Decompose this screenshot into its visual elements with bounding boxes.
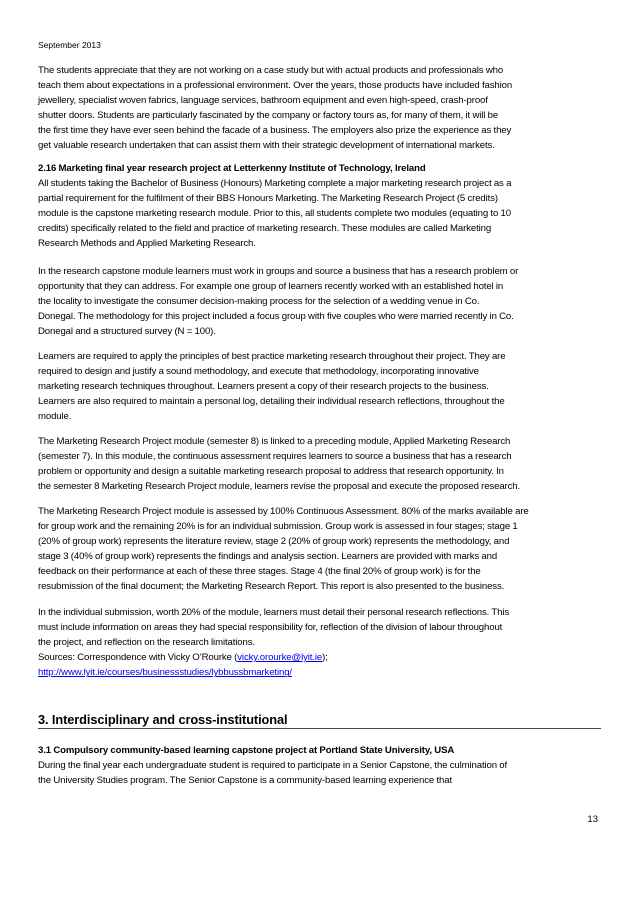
section-title-3: 3. Interdisciplinary and cross-institutional — [38, 712, 601, 729]
text-line: feedback on their performance at each of these three stages. Stage 4 (the final 20% of group work) is for the — [38, 566, 481, 578]
section-heading-3-1: 3.1 Compulsory community-based learning capstone project at Portland State University, USA — [38, 745, 455, 756]
text-line: partial requirement for the fulfilment of their BBS Honours Marketing. The Marketing Research Project (5 credits) — [38, 193, 498, 205]
text-line: must include information on areas they had special responsibility for, reflection of the division of labour throughout — [38, 622, 503, 634]
text-line: problem or opportunity and design a suitable marketing research proposal to address that research opportunity. In — [38, 466, 504, 478]
text-line: Research Methods and Applied Marketing Research. — [38, 238, 256, 250]
text-line: teach them about expectations in a professional environment. Over the years, those products have included fashion — [38, 80, 513, 92]
text-line: resubmission of the final document; the Marketing Research Report. This report is also presented to the business. — [38, 581, 505, 593]
section-2-16 — [38, 161, 600, 252]
text-line: module is the capstone marketing research module. Prior to this, all students complete two modules (equating to 10 — [38, 208, 511, 220]
text-line: The Marketing Research Project module (semester 8) is linked to a preceding module, Applied Marketing Research — [38, 436, 511, 447]
page-header-date: September 2013 — [38, 40, 101, 50]
text-line: Learners are required to apply the principles of best practice marketing research throughout their project. They are — [38, 351, 506, 362]
sources-prefix: Sources: Correspondence with Vicky O’Rourke ( — [38, 652, 238, 664]
text-line: credits) specifically related to the field and practice of marketing research. These modules are called Marketing — [38, 223, 492, 235]
text-line: Donegal. The methodology for this project included a focus group with five couples who were married recently in Co. — [38, 311, 514, 323]
section-heading-2-16: 2.16 Marketing final year research project at Letterkenny Institute of Technology, Ireland — [38, 163, 426, 174]
text-line: marketing research techniques throughout. Learners present a copy of their research projects to the business. — [38, 381, 489, 393]
text-line: the locality to investigate the consumer decision-making process for the selection of a wedding venue in Co. — [38, 296, 480, 308]
text-line: opportunity that they can address. For example one group of learners recently worked with an established hotel in — [38, 281, 504, 293]
course-url-link[interactable]: http://www.lyit.ie/courses/businessstudies/lybbussbmarketing/ — [38, 667, 292, 679]
paragraph-capstone-groups — [38, 264, 600, 339]
text-line: shutter doors. Students are particularly fascinated by the company or factory tours as, for many of them, it will be — [38, 110, 499, 122]
text-line: the project, and reflection on the research limitations. — [38, 637, 255, 649]
text-line: Donegal and a structured survey (N = 100). — [38, 326, 216, 338]
text-line: required to design and justify a sound methodology, and execute that methodology, incorporating innovative — [38, 366, 479, 378]
paragraph-best-practice — [38, 349, 600, 424]
sources-suffix: ); — [322, 652, 328, 664]
sources-line — [38, 650, 600, 665]
text-line: module. — [38, 411, 72, 423]
paragraph-intro — [38, 63, 600, 154]
text-line: jewellery, specialist woven fabrics, language services, bathroom equipment and even high-speed, crash-proof — [38, 95, 488, 107]
text-line: stage 3 (40% of group work) represents the findings and analysis section. Learners are provided with marks and — [38, 551, 498, 563]
text-line: (20% of group work) represents the literature review, stage 2 (20% of group work) represents the methodology, and — [38, 536, 510, 548]
text-line: During the final year each undergraduate student is required to participate in a Senior Capstone, the culmination of — [38, 760, 508, 772]
url-line — [38, 665, 600, 680]
text-line: for group work and the remaining 20% is for an individual submission. Group work is assessed in four stages; stage 1 — [38, 521, 518, 533]
text-line: Learners are also required to maintain a personal log, detailing their individual research reflections, throughout the — [38, 396, 505, 408]
text-line: the University Studies program. The Senior Capstone is a community-based learning experience that — [38, 775, 452, 787]
section-3-1 — [38, 743, 600, 788]
text-line: In the individual submission, worth 20% of the module, learners must detail their personal research reflections. This — [38, 607, 510, 618]
text-line: get valuable research undertaken that can assist them with their strategic development of international markets. — [38, 140, 495, 152]
text-line: the first time they have ever seen behind the facade of a business. The employers also prize the experience as they — [38, 125, 512, 137]
text-line: The students appreciate that they are not working on a case study but with actual products and professionals who — [38, 65, 504, 76]
paragraph-individual-submission — [38, 605, 600, 680]
text-line: The Marketing Research Project module is assessed by 100% Continuous Assessment. 80% of the marks available are — [38, 506, 529, 517]
email-link[interactable]: vicky.orourke@lyit.ie — [237, 652, 323, 664]
text-line: In the research capstone module learners must work in groups and source a business that has a research problem or — [38, 266, 519, 277]
paragraph-assessment — [38, 504, 600, 595]
page-number: 13 — [587, 814, 598, 825]
text-line: (semester 7). In this module, the continuous assessment requires learners to source a business that has a research — [38, 451, 512, 463]
text-line: All students taking the Bachelor of Business (Honours) Marketing complete a major marketing research project as a — [38, 178, 512, 190]
paragraph-module-link — [38, 434, 600, 494]
text-line: the semester 8 Marketing Research Project module, learners revise the proposal and execute the proposed research. — [38, 481, 521, 493]
